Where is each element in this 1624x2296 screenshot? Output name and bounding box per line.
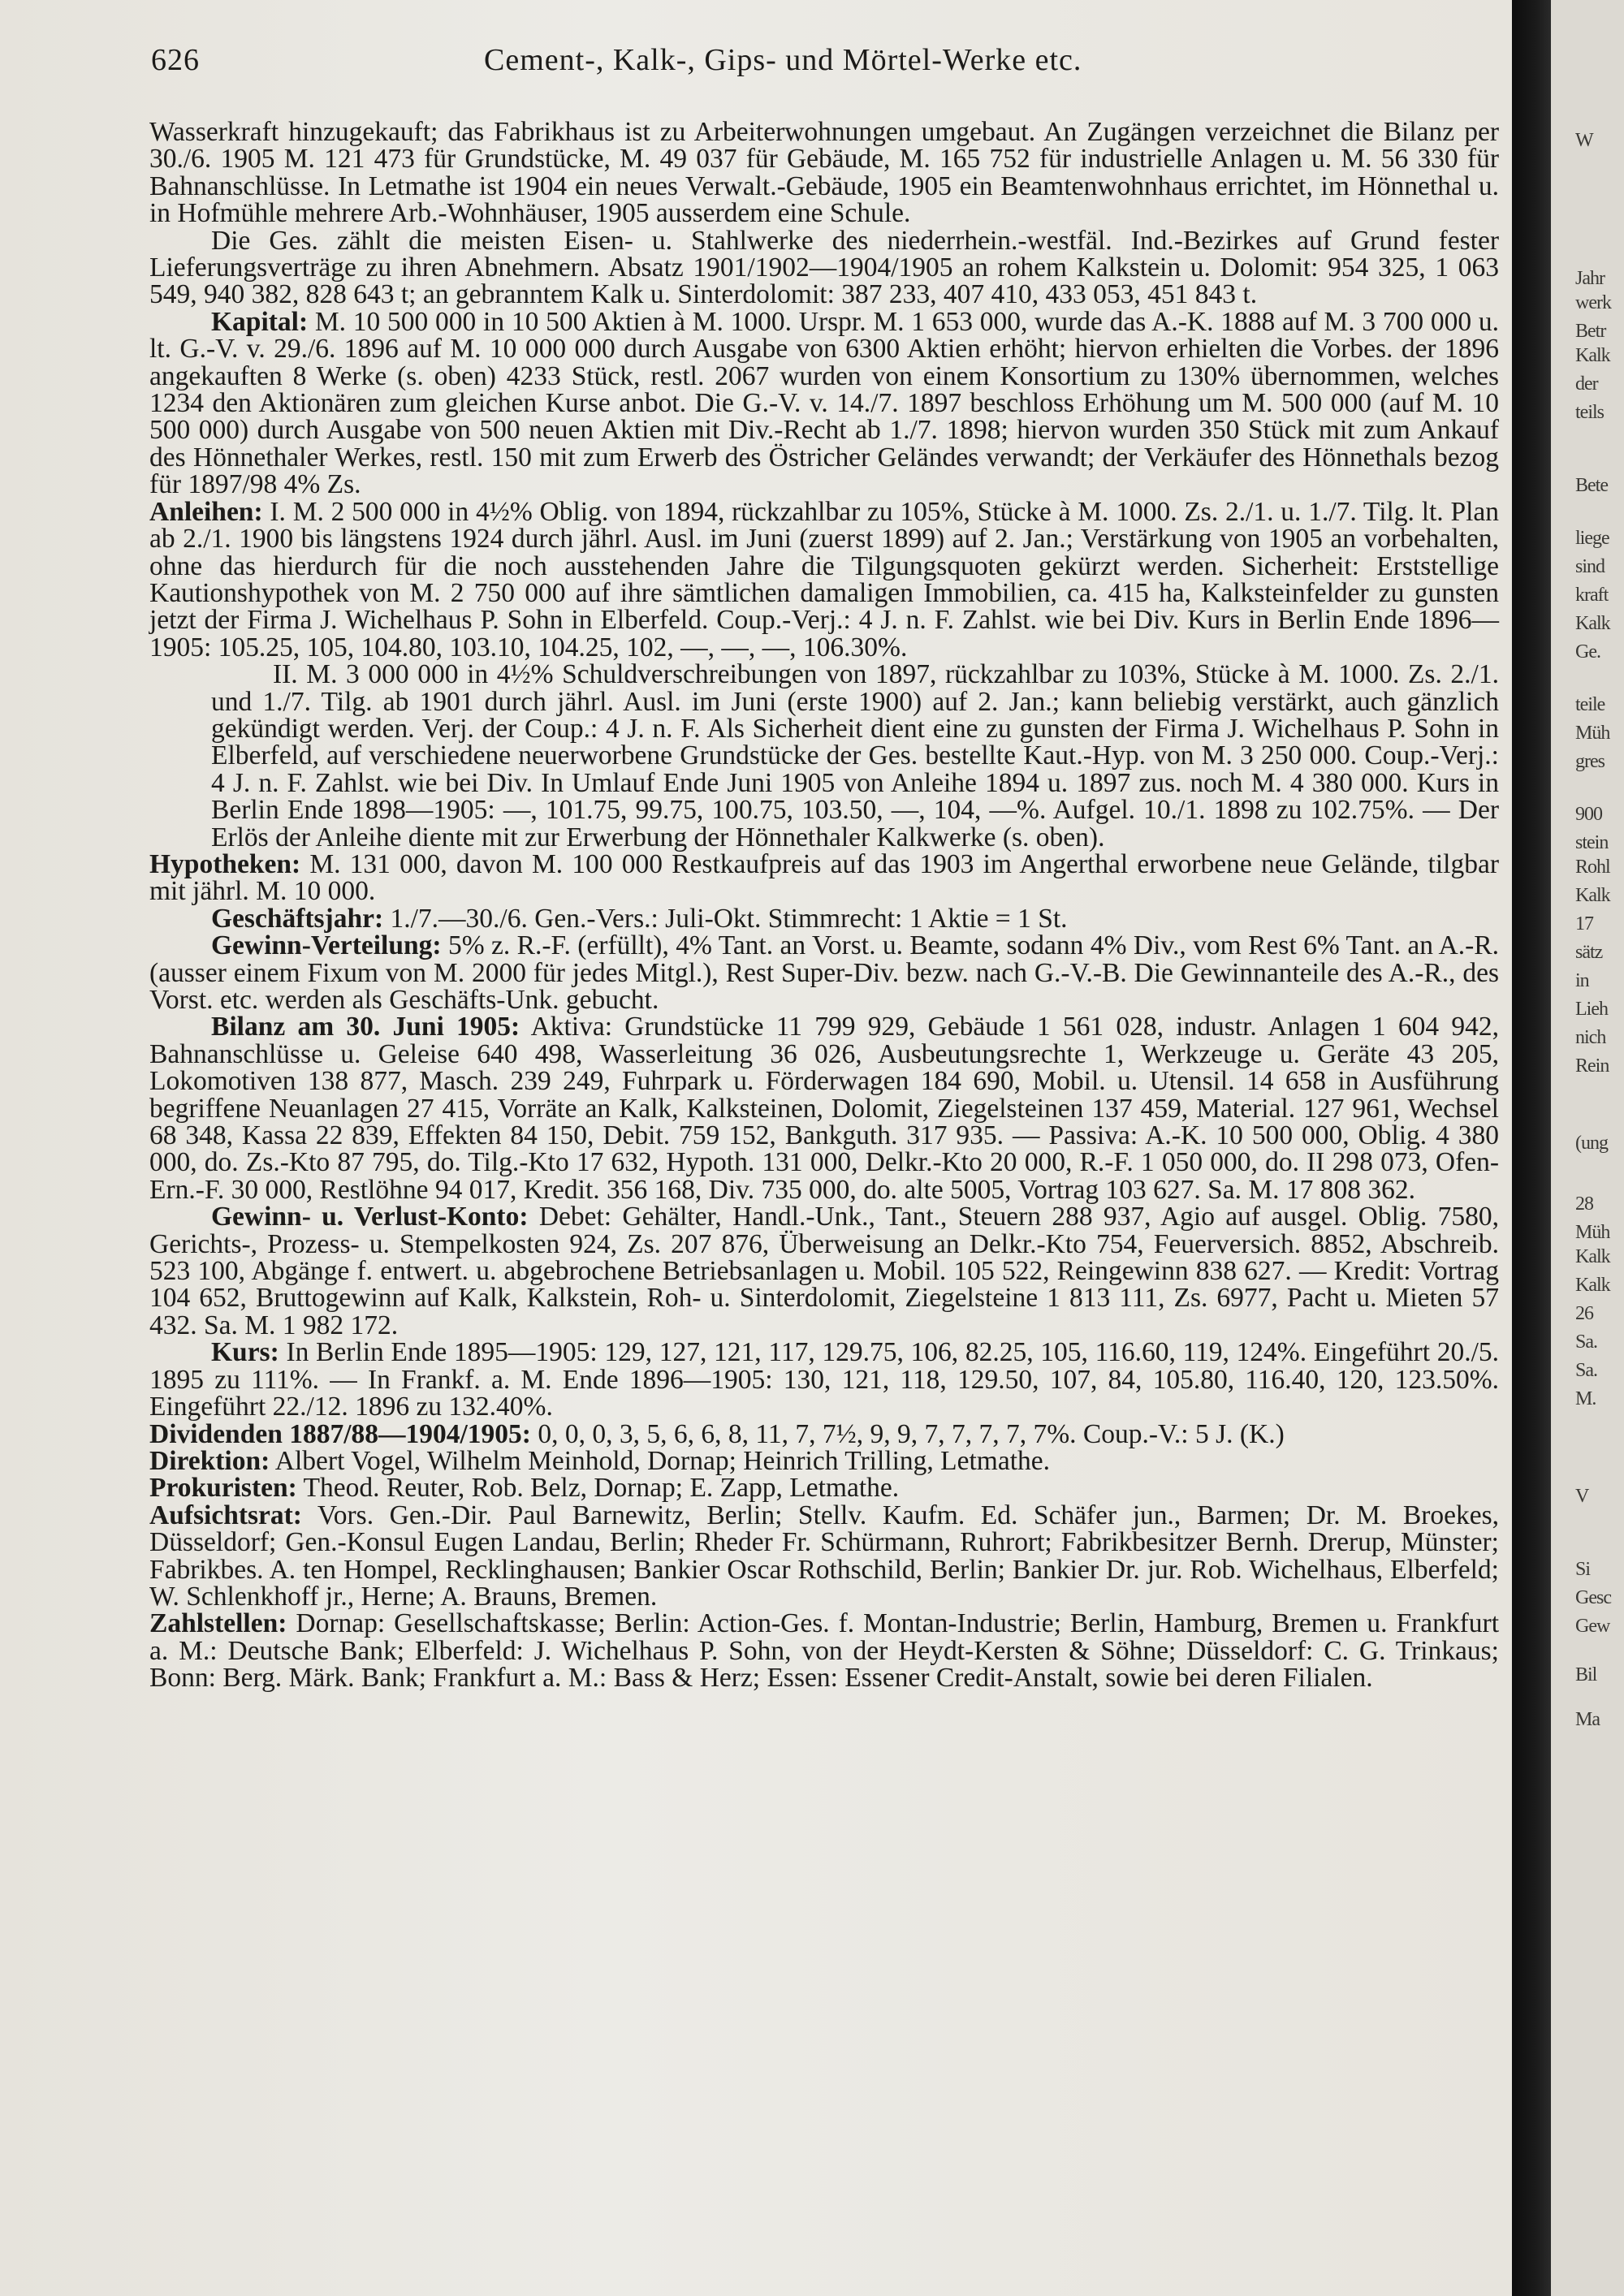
paragraph-text: M. 10 500 000 in 10 500 Aktien à M. 1000. Urspr. M. 1 653 000, wurde das A.-K. 1888 auf M. 3 700 000 u. lt. G.-V. v. 29./6. 1896 auf M. 10 000 000 durch Ausgabe von 6300 Aktien erhöht; hiervon erhielten die Vorbes. der 1896 angekauften 8 Werke (s. oben) 4233 Stück, restl. 2067 wurden von einem Konsortium zu 130% übernommen, welches 1234 den Aktionären zum gleichen Kurse anbot. Die G.-V. v. 14./7. 1897 beschloss Erhöhung um M. 500 000 (auf M. 10 500 000) durch Ausgabe von 500 neuen Aktien mit Div.-Recht ab 1./7. 1898; hiervon wurden 350 Stück mit zum Ankauf des Hönnethaler Werkes, restl. 150 mit zum Erwerb des Östricher Geländes verwandt; der Verkäufer des Hönnethals bezog für 1897/98 4% Zs. <box>149 306 1499 500</box>
paragraph-text: 0, 0, 0, 3, 5, 6, 6, 8, 11, 7, 7½, 9, 9, 7, 7, 7, 7, 7%. Coup.-V.: 5 J. (K.) <box>538 1418 1285 1449</box>
paragraph-text: M. 131 000, davon M. 100 000 Restkaufpreis auf das 1903 im Angerthal erworbene neue Gelände, tilgbar mit jährl. M. 10 000. <box>149 848 1499 907</box>
facing-page-fragment: 26 <box>1575 1303 1593 1324</box>
section-label: Hypotheken: <box>149 848 301 879</box>
facing-page-fragment: werk <box>1575 292 1611 313</box>
facing-page-fragment: 28 <box>1575 1193 1593 1215</box>
facing-page-fragment: Kalk <box>1575 1246 1610 1267</box>
paragraph-text: II. M. 3 000 000 in 4½% Schuldverschreibungen von 1897, rückzahlbar zu 103%, Stücke à M. 1000. Zs. 2./1. und 1./7. Tilg. ab 1901 durch jährl. Ausl. im Juni (erste 1900) auf 2. Jan.; kann beliebig verstärkt, auch gänzlich gekündigt werden. Verj. der Coup.: 4 J. n. F. Als Sicherheit dient eine zu gunsten der Firma J. Wichelhaus P. Sohn in Elberfeld, auf verschiedene neuerworbene Grundstücke der Ges. bestellte Kaut.-Hyp. von M. 3 250 000. Coup.-Verj.: 4 J. n. F. Zahlst. wie bei Div. In Umlauf Ende Juni 1905 von Anleihe 1894 u. 1897 zus. noch M. 4 380 000. Kurs in Berlin Ende 1898—1905: —, 101.75, 99.75, 100.75, 103.50, —, 104, —%. Aufgel. 10./1. 1898 zu 102.75%. — Der Erlös der Anleihe diente mit zur Erwerbung der Hönnethaler Kalkwerke (s. oben). <box>211 659 1499 852</box>
facing-page-fragment: Kalk <box>1575 345 1610 366</box>
paragraph-4 <box>149 661 1499 851</box>
facing-page-fragment: der <box>1575 373 1598 395</box>
facing-page-fragment: V <box>1575 1486 1589 1507</box>
facing-page-fragment: Kalk <box>1575 885 1610 906</box>
paragraph-14 <box>149 1502 1499 1611</box>
facing-page-fragment: Müh <box>1575 723 1610 744</box>
facing-page-fragment: W <box>1575 130 1593 151</box>
facing-page-fragment: Si <box>1575 1559 1591 1580</box>
facing-page-fragment: Jahr <box>1575 268 1605 289</box>
paragraph-text: Albert Vogel, Wilhelm Meinhold, Dornap; Heinrich Trilling, Letmathe. <box>274 1445 1051 1476</box>
section-label: Prokuristen: <box>149 1473 297 1504</box>
document-body <box>149 119 1499 1692</box>
paragraph-text: Wasserkraft hinzugekauft; das Fabrikhaus ist zu Arbeiterwohnungen umgebaut. An Zugängen verzeichnet die Bilanz per 30./6. 1905 M. 121 473 für Grundstücke, M. 49 037 für Gebäude, M. 165 752 für industrielle Anlagen u. M. 56 330 für Bahnanschlüsse. In Letmathe ist 1904 ein neues Verwalt.-Gebäude, 1905 ein Beamtenwohnhaus errichtet, im Hönnethal u. in Hofmühle mehrere Arb.-Wohnhäuser, 1905 ausserdem eine Schule. <box>149 117 1499 229</box>
facing-page-fragment: Rein <box>1575 1055 1609 1077</box>
paragraph-text: Die Ges. zählt die meisten Eisen- u. Stahlwerke des niederrhein.-westfäl. Ind.-Bezirkes auf Grund fester Lieferungsverträge zu ihren Abnehmern. Absatz 1901/1902—1904/1905 an rohem Kalkstein u. Dolomit: 954 325, 1 063 549, 940 382, 828 643 t; an gebranntem Kalk u. Sinterdolomit: 387 233, 407 410, 433 053, 451 843 t. <box>149 225 1499 310</box>
section-label: Zahlstellen: <box>149 1608 287 1639</box>
section-label: Kurs: <box>211 1337 279 1368</box>
facing-page-fragment: 17 <box>1575 913 1593 934</box>
paragraph-text: Aktiva: Grundstücke 11 799 929, Gebäude 1 561 028, industr. Anlagen 1 604 942, Bahnanschlüsse u. Geleise 640 498, Wasserleitung 36 026, Ausbeutungsrechte 1, Werkzeuge u. Geräte 43 205, Lokomotiven 138 877, Masch. 239 249, Fuhrpark u. Förderwagen 184 690, Mobil. u. Utensil. 14 658 in Ausführung begriffene Neuanlagen 27 415, Vorräte an Kalk, Kalksteinen, Dolomit, Ziegelsteinen 137 459, Material. 127 961, Wechsel 68 348, Kassa 22 839, Effekten 84 150, Debit. 759 152, Bankguth. 317 935. — Passiva: A.-K. 10 500 000, Oblig. 4 380 000, do. Zs.-Kto 87 795, do. Tilg.-Kto 17 632, Hypoth. 131 000, Delkr.-Kto 20 000, R.-F. 1 050 000, do. II 298 073, Ofen-Ern.-F. 30 000, Restlöhne 94 017, Kredit. 356 168, Div. 735 000, do. alte 5005, Vortrag 103 627. Sa. M. 17 808 362. <box>149 1012 1499 1205</box>
facing-page-fragment: Gesc <box>1575 1587 1611 1608</box>
paragraph-9 <box>149 1203 1499 1339</box>
facing-page-fragment: nich <box>1575 1027 1606 1048</box>
section-label: Dividenden 1887/88—1904/1905: <box>149 1418 531 1449</box>
facing-page-fragment: 900 <box>1575 804 1602 825</box>
facing-page-fragment: Ma <box>1575 1709 1600 1730</box>
facing-page-fragment: in <box>1575 970 1589 991</box>
facing-page-fragment: Sa. <box>1575 1331 1597 1353</box>
paragraph-11 <box>149 1418 1499 1449</box>
paragraph-13 <box>149 1473 1499 1504</box>
paragraph-8 <box>149 1013 1499 1203</box>
paragraph-12 <box>149 1445 1499 1476</box>
paragraph-15 <box>149 1608 1499 1694</box>
facing-page-fragment: sätz <box>1575 942 1603 963</box>
paragraph-text: 5% z. R.-F. (erfüllt), 4% Tant. an Vorst. u. Beamte, sodann 4% Div., vom Rest 6% Tant. an A.-R. (ausser einem Fixum von M. 2000 für jedes Mitgl.), Rest Super-Div. bezw. nach G.-V.-B. Die Gewinnanteile des A.-R., des Vorst. etc. werden als Geschäfts-Unk. gebucht. <box>149 930 1499 1015</box>
facing-page-fragment: Kalk <box>1575 1275 1610 1296</box>
section-label: Bilanz am 30. Juni 1905: <box>211 1012 520 1042</box>
section-label: Kapital: <box>211 306 309 337</box>
paragraph-2 <box>149 306 1499 500</box>
paragraph-text: In Berlin Ende 1895—1905: 129, 127, 121, 117, 129.75, 106, 82.25, 105, 116.60, 119, 124%. Eingeführt 20./5. 1895 zu 111%. — In Frankf. a. M. Ende 1896—1905: 130, 121, 118, 129.50, 107, 84, 105.80, 116.40, 120, 123.50%. Eingeführt 22./12. 1896 zu 132.40%. <box>149 1337 1500 1422</box>
paragraph-text: 1./7.—30./6. Gen.-Vers.: Juli-Okt. Stimmrecht: 1 Aktie = 1 St. <box>390 903 1068 934</box>
facing-page-fragment: Kalk <box>1575 613 1610 634</box>
section-label: Direktion: <box>149 1445 270 1476</box>
page-header <box>151 42 1450 83</box>
book-gutter <box>1512 0 1551 2296</box>
paragraph-0 <box>149 119 1499 227</box>
section-label: Gewinn-Verteilung: <box>211 930 442 961</box>
paragraph-text: Dornap: Gesellschaftskasse; Berlin: Action-Ges. f. Montan-Industrie; Berlin, Hamburg, Bremen u. Frankfurt a. M.: Deutsche Bank; Elberfeld: J. Wichelhaus P. Sohn, von der Heydt-Kersten & Söhne; Düsseldorf: C. G. Trinkaus; Bonn: Berg. Märk. Bank; Frankfurt a. M.: Bass & Herz; Essen: Essener Credit-Anstalt, sowie bei deren Filialen. <box>149 1608 1499 1694</box>
facing-page-fragment: teils <box>1575 402 1604 423</box>
section-label: Aufsichtsrat: <box>149 1500 302 1530</box>
facing-page-fragment: teile <box>1575 694 1605 715</box>
paragraph-text: I. M. 2 500 000 in 4½% Oblig. von 1894, rückzahlbar zu 105%, Stücke à M. 1000. Zs. 2./1. u. 1./7. Tilg. lt. Plan ab 2./1. 1900 bis längstens 1924 durch jährl. Ausl. im Juni (zuerst 1899) auf 2. Jan.; Verstärkung von 1905 an vorbehalten, ohne das hierdurch für die noch ausstehenden Jahre die Tilgungsquoten gekürzt werden. Sicherheit: Erststellige Kautionshypothek von M. 2 750 000 auf ihre sämtlichen damaligen Immobilien, ca. 415 ha, Kalksteinfelder zu gunsten jetzt der Firma J. Wichelhaus P. Sohn in Elberfeld. Coup.-Verj.: 4 J. n. F. Zahlst. wie bei Div. Kurs in Berlin Ende 1896—1905: 105.25, 105, 104.80, 103.10, 104.25, 102, —, —, —, 106.30%. <box>149 496 1500 662</box>
page-number: 626 <box>151 43 200 77</box>
facing-page-fragment: Betr <box>1575 321 1606 342</box>
paragraph-10 <box>149 1339 1499 1420</box>
facing-page-fragment: Bete <box>1575 475 1608 496</box>
section-label: Anleihen: <box>149 496 263 527</box>
facing-page-fragment: (ung <box>1575 1133 1608 1154</box>
facing-page-fragment: Gew <box>1575 1616 1610 1637</box>
facing-page-fragment: sind <box>1575 556 1605 577</box>
paragraph-text: Theod. Reuter, Rob. Belz, Dornap; E. Zapp, Letmathe. <box>303 1473 900 1504</box>
facing-page-fragment: liege <box>1575 528 1609 549</box>
facing-page-edge <box>1551 0 1624 2296</box>
facing-page-fragment: Lieh <box>1575 999 1608 1020</box>
paragraph-7 <box>149 932 1499 1013</box>
facing-page-fragment: Sa. <box>1575 1360 1597 1381</box>
paragraph-3 <box>149 498 1499 661</box>
facing-page-fragment: stein <box>1575 832 1609 853</box>
paragraph-5 <box>149 848 1499 907</box>
facing-page-fragment: gres <box>1575 751 1605 772</box>
running-title: Cement-, Kalk-, Gips- und Mörtel-Werke etc. <box>484 43 1082 77</box>
paragraph-1 <box>149 227 1499 309</box>
facing-page-fragment: Bil <box>1575 1664 1597 1685</box>
paragraph-text: Vors. Gen.-Dir. Paul Barnewitz, Berlin; Stellv. Kaufm. Ed. Schäfer jun., Barmen; Dr. M. Broekes, Düsseldorf; Gen.-Konsul Eugen Landau, Berlin; Rheder Fr. Schürmann, Ruhrort; Fabrikbesitzer Bernh. Drerup, Münster; Fabrikbes. A. ten Hompel, Recklinghausen; Bankier Oscar Rothschild, Berlin; Bankier Dr. jur. Rob. Wichelhaus, Elberfeld; W. Schlenkhoff jr., Herne; A. Brauns, Bremen. <box>149 1500 1499 1612</box>
facing-page-fragment: Müh <box>1575 1222 1610 1243</box>
facing-page-fragment: Rohl <box>1575 857 1610 878</box>
facing-page-fragment: kraft <box>1575 585 1609 606</box>
facing-page-fragment: Ge. <box>1575 641 1600 662</box>
section-label: Gewinn- u. Verlust-Konto: <box>211 1202 529 1232</box>
paragraph-text: Debet: Gehälter, Handl.-Unk., Tant., Steuern 288 937, Agio auf ausgel. Oblig. 7580, Gerichts-, Prozess- u. Stempelkosten 924, Zs. 207 876, Überweisung an Delkr.-Kto 754, Feuerversich. 8852, Abschreib. 523 100, Abgänge f. entwert. u. abgebrochene Betriebsanlagen u. Mobil. 105 522, Reingewinn 838 627. — Kredit: Vortrag 104 652, Bruttogewinn auf Kalk, Kalkstein, Roh- u. Sinterdolomit, Ziegelsteine 1 813 111, Zs. 6977, Pacht u. Mieten 57 432. Sa. M. 1 982 172. <box>149 1202 1499 1340</box>
section-label: Geschäftsjahr: <box>211 903 384 934</box>
facing-page-fragment: M. <box>1575 1388 1596 1409</box>
paragraph-6 <box>149 905 1499 932</box>
